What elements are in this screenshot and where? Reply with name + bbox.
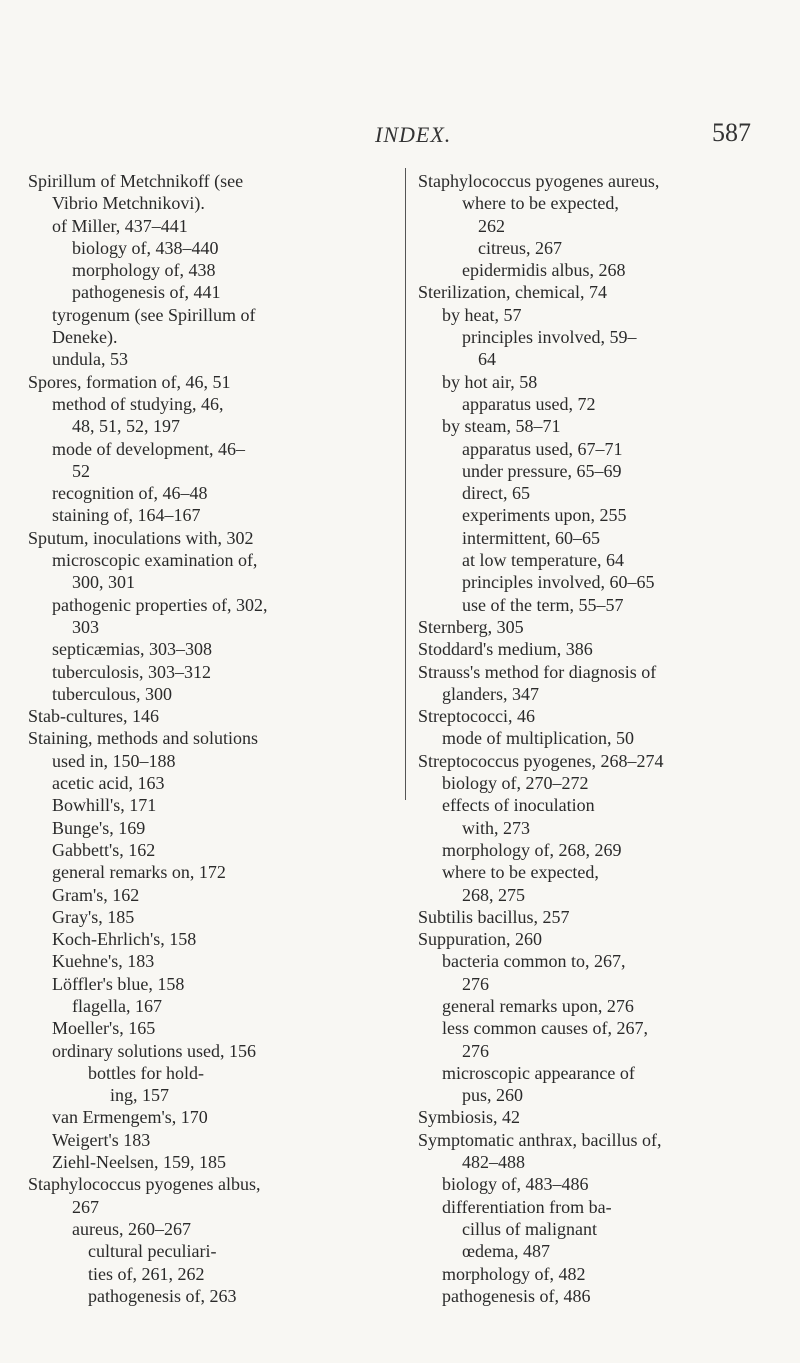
page-number: 587: [712, 118, 751, 147]
index-entry: use of the term, 55–57: [462, 594, 624, 615]
index-entry: 482–488: [462, 1152, 525, 1173]
index-entry: Sternberg, 305: [418, 616, 524, 637]
index-entry: aureus, 260–267: [72, 1218, 191, 1239]
index-entry: principles involved, 60–65: [462, 572, 655, 593]
index-entry: 268, 275: [462, 884, 525, 905]
index-entry: biology of, 438–440: [72, 237, 219, 258]
index-entry: cillus of malignant: [462, 1218, 597, 1239]
index-entry: glanders, 347: [442, 683, 539, 704]
index-entry: citreus, 267: [478, 237, 562, 258]
index-entry: ordinary solutions used, 156: [52, 1040, 256, 1061]
index-column-right: [418, 170, 770, 1307]
index-entry: where to be expected,: [442, 862, 599, 883]
index-entry: 300, 301: [72, 572, 135, 593]
index-entry: bacteria common to, 267,: [442, 951, 626, 972]
index-entry: acetic acid, 163: [52, 773, 165, 794]
running-head: [0, 118, 800, 148]
index-entry: 48, 51, 52, 197: [72, 416, 180, 437]
index-entry: intermittent, 60–65: [462, 527, 600, 548]
index-entry: ties of, 261, 262: [88, 1263, 205, 1284]
column-divider: [405, 168, 406, 800]
index-entry: tuberculosis, 303–312: [52, 661, 211, 682]
index-entry: Bowhill's, 171: [52, 795, 157, 816]
index-entry: morphology of, 482: [442, 1263, 586, 1284]
index-entry: pathogenic properties of, 302,: [52, 594, 268, 615]
index-entry: Gray's, 185: [52, 906, 135, 927]
index-entry: less common causes of, 267,: [442, 1018, 648, 1039]
index-entry: recognition of, 46–48: [52, 483, 208, 504]
index-entry: Deneke).: [52, 327, 118, 348]
index-entry: of Miller, 437–441: [52, 215, 188, 236]
index-entry: Kuehne's, 183: [52, 951, 155, 972]
index-entry: mode of multiplication, 50: [442, 728, 634, 749]
index-entry: by heat, 57: [442, 304, 522, 325]
index-entry: at low temperature, 64: [462, 550, 624, 571]
index-entry: undula, 53: [52, 349, 128, 370]
index-entry: pathogenesis of, 441: [72, 282, 221, 303]
index-entry: Ziehl-Neelsen, 159, 185: [52, 1152, 226, 1173]
index-entry: with, 273: [462, 817, 531, 838]
index-entry: 276: [462, 1040, 489, 1061]
index-entry: Staphylococcus pyogenes albus,: [28, 1174, 261, 1195]
index-entry: Löffler's blue, 158: [52, 973, 185, 994]
index-entry: morphology of, 438: [72, 260, 216, 281]
index-entry: apparatus used, 72: [462, 393, 596, 414]
index-entry: van Ermengem's, 170: [52, 1107, 208, 1128]
index-entry: Gabbett's, 162: [52, 839, 156, 860]
index-entry: general remarks upon, 276: [442, 995, 634, 1016]
index-entry: used in, 150–188: [52, 750, 176, 771]
index-entry: œdema, 487: [462, 1241, 550, 1262]
index-entry: septicæmias, 303–308: [52, 639, 212, 660]
index-entry: direct, 65: [462, 483, 530, 504]
index-column-left: [28, 170, 380, 1307]
index-entry: biology of, 483–486: [442, 1174, 589, 1195]
index-entry: biology of, 270–272: [442, 773, 589, 794]
index-entry: Sterilization, chemical, 74: [418, 282, 607, 303]
index-entry: apparatus used, 67–71: [462, 438, 623, 459]
index-entry: Weigert's 183: [52, 1129, 151, 1150]
index-entry: 303: [72, 616, 99, 637]
index-entry: microscopic appearance of: [442, 1062, 635, 1083]
index-entry: tuberculous, 300: [52, 683, 172, 704]
index-entry: Strauss's method for diagnosis of: [418, 661, 657, 682]
running-head-title: INDEX.: [375, 122, 452, 147]
index-entry: Bunge's, 169: [52, 817, 146, 838]
index-entry: by steam, 58–71: [442, 416, 561, 437]
index-entry: Spores, formation of, 46, 51: [28, 371, 231, 392]
index-entry: Vibrio Metchnikovi).: [52, 193, 205, 214]
index-entry: Stab-cultures, 146: [28, 706, 159, 727]
index-entry: epidermidis albus, 268: [462, 260, 626, 281]
index-entry: ing, 157: [110, 1085, 170, 1106]
index-entry: Symbiosis, 42: [418, 1107, 521, 1128]
index-entry: Spirillum of Metchnikoff (see: [28, 171, 244, 191]
index-entry: where to be expected,: [462, 193, 619, 214]
index-entry: by hot air, 58: [442, 371, 538, 392]
index-entry: pathogenesis of, 486: [442, 1285, 591, 1306]
index-entry: Koch-Ehrlich's, 158: [52, 929, 197, 950]
index-entry: Staphylococcus pyogenes aureus,: [418, 171, 660, 191]
index-entry: Gram's, 162: [52, 884, 140, 905]
index-entry: 262: [478, 215, 505, 236]
index-entry: 276: [462, 973, 489, 994]
index-entry: principles involved, 59–: [462, 327, 637, 348]
index-entry: 64: [478, 349, 496, 370]
index-entry: tyrogenum (see Spirillum of: [52, 304, 256, 325]
index-entry: bottles for hold-: [88, 1062, 204, 1083]
index-entry: Stoddard's medium, 386: [418, 639, 593, 660]
index-entry: Suppuration, 260: [418, 929, 542, 950]
index-entry: staining of, 164–167: [52, 505, 201, 526]
index-entry: flagella, 167: [72, 995, 162, 1016]
index-entry: experiments upon, 255: [462, 505, 627, 526]
index-entry: pus, 260: [462, 1085, 524, 1106]
index-entry: Subtilis bacillus, 257: [418, 906, 570, 927]
index-entry: Staining, methods and solutions: [28, 728, 259, 749]
index-entry: 267: [72, 1196, 99, 1217]
index-entry: cultural peculiari-: [88, 1241, 217, 1262]
index-entry: effects of inoculation: [442, 795, 595, 816]
index-entry: Streptococci, 46: [418, 706, 535, 727]
index-entry: 52: [72, 460, 90, 481]
index-entry: Sputum, inoculations with, 302: [28, 527, 254, 548]
index-entry: mode of development, 46–: [52, 438, 245, 459]
index-entry: morphology of, 268, 269: [442, 839, 622, 860]
index-entry: method of studying, 46,: [52, 393, 224, 414]
index-entry: pathogenesis of, 263: [88, 1285, 237, 1306]
index-entry: differentiation from ba-: [442, 1196, 612, 1217]
index-entry: Moeller's, 165: [52, 1018, 156, 1039]
index-entry: general remarks on, 172: [52, 862, 226, 883]
index-entry: under pressure, 65–69: [462, 460, 622, 481]
index-entry: Streptococcus pyogenes, 268–274: [418, 750, 664, 771]
index-entry: Symptomatic anthrax, bacillus of,: [418, 1129, 662, 1150]
index-entry: microscopic examination of,: [52, 550, 258, 571]
